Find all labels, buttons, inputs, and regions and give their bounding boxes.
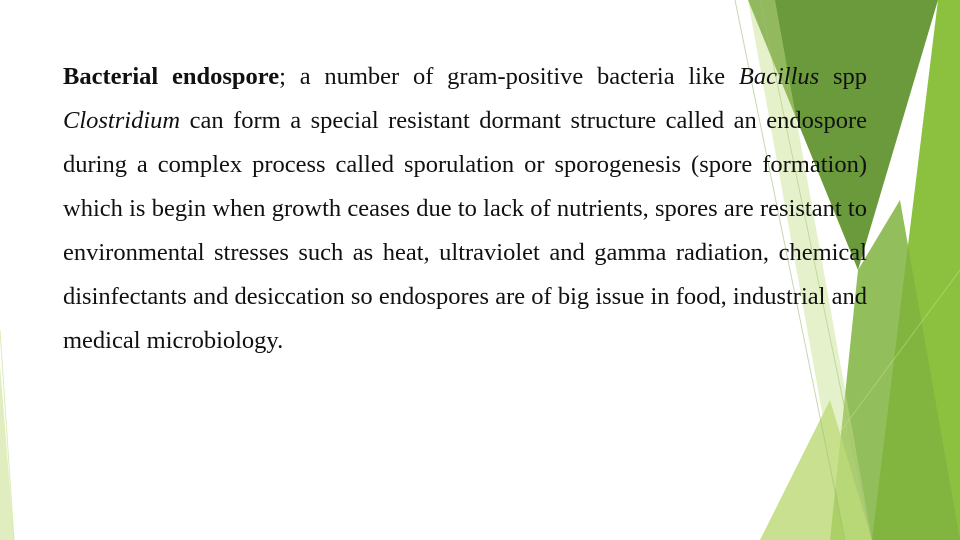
genus-clostridium: Clostridium [63, 107, 181, 134]
term-bacterial-endospore: Bacterial endospore [63, 63, 280, 90]
text-rest: can form a special resistant dormant structure called an endospore during a complex process called sporulation or sporogenesis (spore formation) which is begin when growth ceases due to lack of nutrients, spores are resistant to environmental stresses such as heat, ultraviolet and gamma radiation, chemical disinfectants and desiccation so endospores are of big issue in food, industrial and medical microbiology. [63, 107, 867, 354]
genus-bacillus: Bacillus [738, 63, 820, 90]
text-spp: spp [819, 63, 867, 90]
endospore-paragraph [63, 55, 867, 363]
text-after-term: ; a number of gram-positive bacteria like [279, 63, 739, 90]
